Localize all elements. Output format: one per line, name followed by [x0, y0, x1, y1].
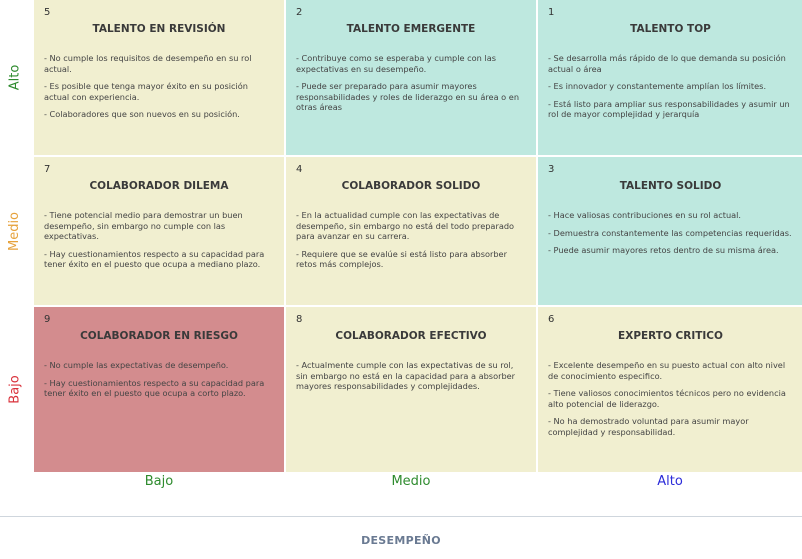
- box-bullet: - En la actualidad cumple con las expectativas de desempeño, sin embargo no está del todo preparado para avanzar en su carrera.: [296, 210, 515, 241]
- box-bullet: - Tiene valiosos conocimientos técnicos pero no evidencia alto potencial de liderazgo.: [548, 388, 786, 409]
- box-bullet: - Es posible que tenga mayor éxito en su posición actual con experiencia.: [44, 81, 248, 102]
- box-number: 7: [44, 164, 51, 175]
- box-talento-en-revision[interactable]: [34, 0, 284, 155]
- box-title: TALENTO EN REVISIÓN: [92, 23, 226, 35]
- box-title: EXPERTO CRITICO: [618, 330, 723, 342]
- divider: [0, 516, 802, 517]
- box-bullet: - Colaboradores que son nuevos en su posición.: [44, 109, 240, 119]
- box-bullet: - Está listo para ampliar sus responsabilidades y asumir un rol de mayor complejidad y jerarquía: [548, 98, 790, 119]
- box-number: 6: [548, 314, 555, 325]
- box-bullet: - Requiere que se evalúe si está listo para absorber retos más complejos.: [296, 248, 507, 269]
- column-label-bajo: Bajo: [144, 474, 174, 489]
- box-number: 4: [296, 164, 303, 175]
- box-bullet: - Es innovador y constantemente amplían los límites.: [548, 81, 767, 91]
- x-axis-title: DESEMPEÑO: [361, 534, 441, 547]
- box-colaborador-solido[interactable]: [286, 157, 536, 305]
- box-colaborador-dilema[interactable]: [34, 157, 284, 305]
- box-bullet: - Contribuye como se esperaba y cumple con las expectativas en su desempeño.: [296, 53, 497, 74]
- box-bullet: - Excelente desempeño en su puesto actual con alto nivel de conocimiento especifico.: [548, 360, 786, 381]
- column-label-medio: Medio: [391, 474, 431, 489]
- box-talento-solido[interactable]: [538, 157, 802, 305]
- row-label-bajo: [0, 307, 30, 472]
- box-bullet: - No cumple las expectativas de desempeño.: [44, 360, 229, 370]
- box-colaborador-en-riesgo[interactable]: [34, 307, 284, 472]
- box-bullet: - Puede asumir mayores retos dentro de su misma área.: [548, 245, 779, 255]
- box-number: 9: [44, 314, 51, 325]
- box-bullet: - Hay cuestionamientos respecto a su capacidad para tener éxito en el puesto que ocupa a mediano plazo.: [44, 248, 265, 269]
- box-bullet: - No ha demostrado voluntad para asumir mayor complejidad y responsabilidad.: [548, 416, 749, 437]
- column-label-alto: Alto: [657, 474, 683, 489]
- row-label-alto: [0, 0, 30, 155]
- box-title: COLABORADOR SOLIDO: [341, 180, 481, 192]
- box-title: COLABORADOR EN RIESGO: [80, 330, 238, 342]
- box-bullet: - Tiene potencial medio para demostrar un buen desempeño, sin embargo no cumple con las expectativas.: [44, 210, 243, 241]
- box-title: COLABORADOR EFECTIVO: [335, 330, 487, 342]
- box-bullet: - No cumple los requisitos de desempeño en su rol actual.: [44, 53, 252, 74]
- box-number: 2: [296, 7, 303, 18]
- box-bullet: - Puede ser preparado para asumir mayores responsabilidades y roles de liderazgo en su área o en otras áreas: [296, 81, 520, 112]
- box-number: 5: [44, 7, 51, 18]
- box-bullet: - Se desarrolla más rápido de lo que demanda su posición actual o área: [548, 53, 786, 74]
- row-label-medio-text: Medio: [7, 211, 23, 251]
- box-number: 8: [296, 314, 303, 325]
- row-label-bajo-text: Bajo: [7, 375, 23, 404]
- box-colaborador-efectivo[interactable]: [286, 307, 536, 472]
- nine-box-grid: [34, 0, 802, 468]
- box-talento-emergente[interactable]: [286, 0, 536, 155]
- box-bullet: - Hace valiosas contribuciones en su rol actual.: [548, 210, 742, 220]
- box-title: TALENTO EMERGENTE: [346, 23, 476, 35]
- box-title: COLABORADOR DILEMA: [89, 180, 229, 192]
- box-title: TALENTO TOP: [630, 23, 711, 35]
- box-bullet: - Demuestra constantemente las competencias requeridas.: [548, 227, 792, 238]
- row-label-medio: [0, 157, 30, 305]
- box-experto-critico[interactable]: [538, 307, 802, 472]
- box-number: 1: [548, 7, 555, 18]
- box-title: TALENTO SOLIDO: [619, 180, 722, 192]
- row-label-alto-text: Alto: [7, 64, 23, 91]
- box-number: 3: [548, 164, 555, 175]
- box-bullet: - Actualmente cumple con las expectativas de su rol, sin embargo no está en la capacidad para a absorber mayores responsabilidades y complejidades.: [296, 360, 516, 391]
- box-bullet: - Hay cuestionamientos respecto a su capacidad para tener éxito en el puesto que ocupa a corto plazo.: [44, 377, 265, 398]
- box-talento-top[interactable]: [538, 0, 802, 155]
